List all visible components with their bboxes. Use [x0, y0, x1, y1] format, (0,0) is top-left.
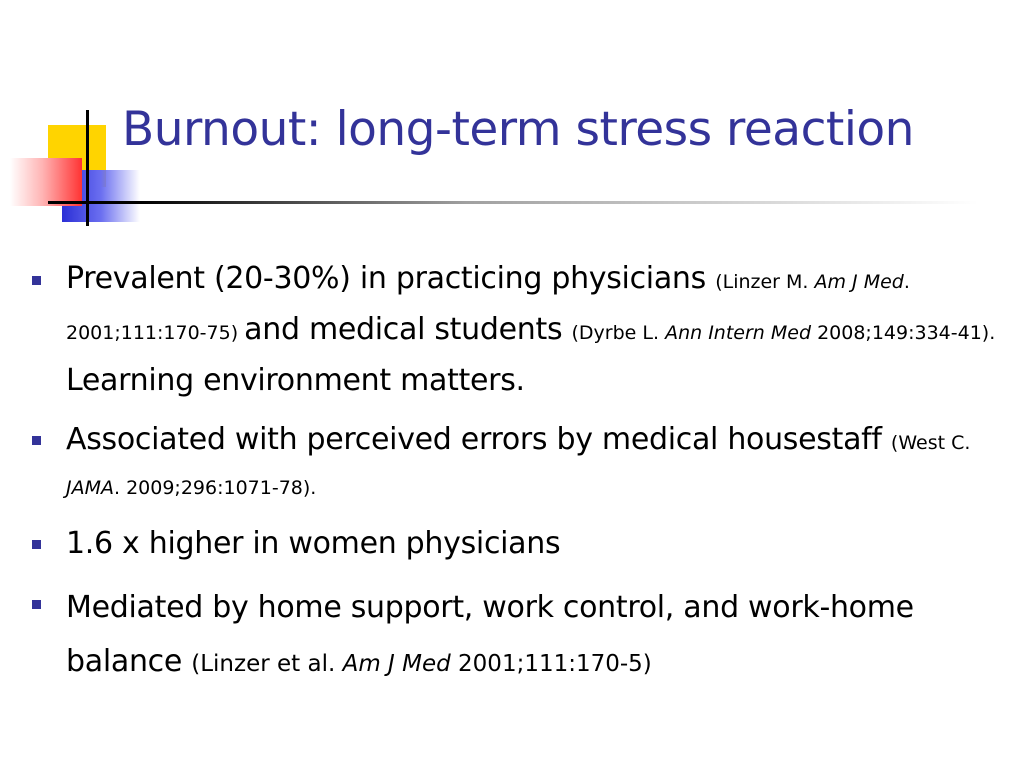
bullet-item-prevalence — [30, 255, 1010, 405]
vertical-line-decoration — [86, 110, 89, 226]
citation-journal: Am J Med — [814, 271, 904, 293]
title-underline-rule — [48, 201, 978, 204]
bullet-marker-icon — [32, 276, 41, 285]
bullet-item-errors — [30, 419, 1010, 509]
bullet-text: Prevalent (20-30%) in practicing physicians — [66, 261, 716, 296]
citation-detail: 2001;111:170-5) — [450, 651, 652, 677]
citation-journal: Am J Med — [342, 651, 451, 677]
slide-logo-graphic — [0, 0, 140, 240]
citation-text: (West C. — [890, 432, 971, 454]
citation-detail: . 2001;111:170-75) — [66, 271, 910, 344]
slide-title: Burnout: long-term stress reaction — [122, 102, 914, 157]
bullet-text: and medical students — [244, 312, 572, 347]
bullet-item-women — [30, 523, 1010, 565]
citation-detail: . 2009;296:1071-78). — [114, 477, 317, 499]
bullet-marker-icon — [32, 600, 41, 609]
bullet-item-mediated — [30, 581, 1010, 691]
citation-journal: JAMA — [66, 477, 114, 499]
bullet-list — [30, 255, 1010, 705]
red-square-decoration — [10, 158, 82, 206]
bullet-marker-icon — [32, 436, 41, 445]
citation-text: (Linzer M. — [715, 271, 815, 293]
bullet-marker-icon — [32, 540, 41, 549]
bullet-text: Learning environment matters. — [66, 363, 525, 398]
citation-text: (Dyrbe L. — [571, 322, 666, 344]
citation-detail: 2008;149:334-41). — [811, 322, 996, 344]
citation-journal: Ann Intern Med — [665, 322, 812, 344]
bullet-text: 1.6 x higher in women physicians — [66, 526, 561, 561]
bullet-text: Associated with perceived errors by medical housestaff — [66, 422, 891, 457]
bullet-text: Mediated by home support, work control, and work-home balance — [66, 590, 914, 679]
citation-text: (Linzer et al. — [191, 651, 343, 677]
